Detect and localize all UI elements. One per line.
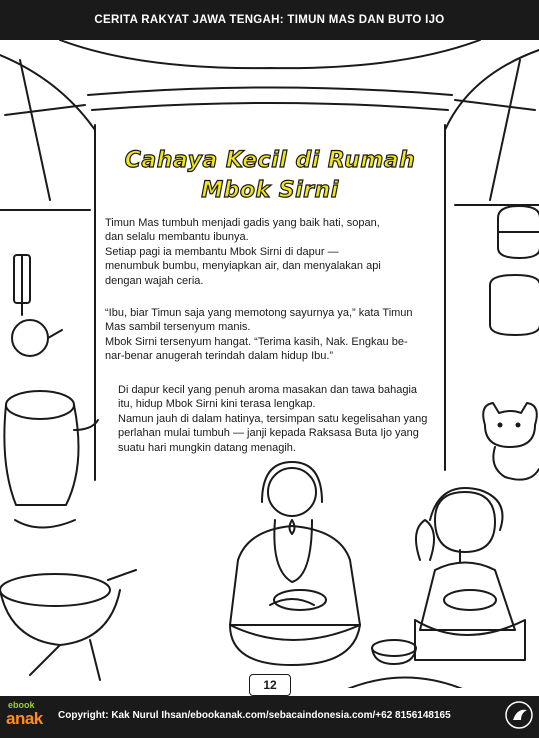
story-title-line2: Mbok Sirni	[201, 178, 339, 203]
story-paragraph-3	[118, 383, 427, 455]
paragraph-line: nar-benar anugerah terindah dalam hidup Ibu.”	[105, 350, 334, 363]
paragraph-line: Mbok Sirni tersenyum hangat. “Terima kasih, Nak. Engkau be-	[105, 335, 408, 348]
paragraph-line: “Ibu, biar Timun saja yang memotong sayurnya ya,” kata Timun	[105, 307, 413, 319]
paragraph-line: Setiap pagi ia membantu Mbok Sirni di dapur —	[105, 245, 339, 258]
pot-icon	[0, 570, 136, 680]
publisher-badge-icon	[504, 700, 534, 730]
jar-icon	[490, 206, 539, 335]
logo-text-top: ebook	[8, 700, 35, 710]
story-paragraph-2	[105, 306, 413, 364]
bowl-icon	[372, 640, 416, 664]
ladle-icon	[12, 255, 62, 356]
paragraph-line: perlahan mulai tumbuh — janji kepada Raksasa Buta Ijo yang	[118, 427, 419, 440]
copyright-text: Copyright: Kak Nurul Ihsan/ebookanak.com/sebacaindonesia.com/+62 8156148165	[58, 710, 451, 721]
kettle-icon	[4, 391, 98, 528]
ebookanak-logo	[6, 700, 56, 732]
cat-figure-icon	[483, 403, 539, 480]
logo-text-bottom: anak	[6, 709, 43, 728]
girl-figure-icon	[415, 488, 525, 660]
story-paragraph-1	[105, 216, 381, 288]
illustration	[0, 40, 539, 688]
page-number: 12	[249, 674, 291, 696]
paragraph-line: Di dapur kecil yang penuh aroma masakan dan tawa bahagia	[118, 384, 418, 396]
plate-icon	[345, 678, 465, 689]
grandmother-figure-icon	[230, 462, 360, 665]
paragraph-line: Namun jauh di dalam hatinya, tersimpan satu kegelisahan yang	[118, 412, 428, 425]
paragraph-line: dan selalu membantu ibunya.	[105, 231, 249, 244]
paragraph-line: dengan wajah ceria.	[105, 274, 204, 287]
paragraph-line: menumbuk bumbu, menyiapkan air, dan menyalakan api	[105, 260, 381, 273]
paragraph-line: suatu hari mungkin datang menagih.	[118, 441, 296, 454]
header-title: CERITA RAKYAT JAWA TENGAH: TIMUN MAS DAN BUTO IJO	[94, 14, 445, 26]
header-bar	[0, 0, 539, 40]
paragraph-line: Timun Mas tumbuh menjadi gadis yang baik hati, sopan,	[105, 217, 380, 229]
paragraph-line: Mas sambil tersenyum manis.	[105, 321, 251, 334]
story-title-line1: Cahaya Kecil di Rumah	[124, 148, 416, 173]
paragraph-line: itu, hidup Mbok Sirni kini terasa lengkap.	[118, 398, 316, 411]
